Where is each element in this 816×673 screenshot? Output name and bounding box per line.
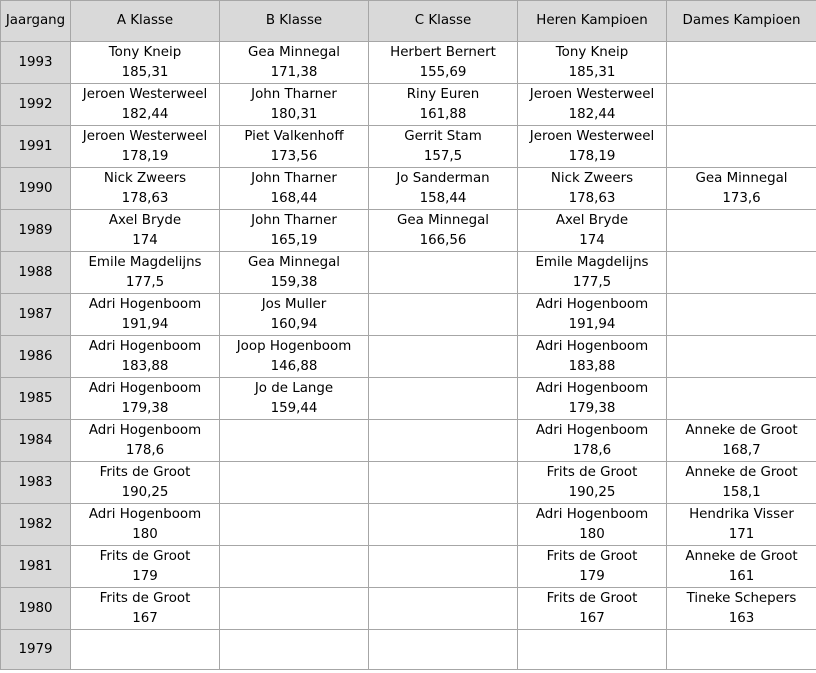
player-score: 179,38 xyxy=(121,400,169,416)
player-score: 178,19 xyxy=(568,148,616,164)
player-name: Emile Magdelijns xyxy=(535,254,649,270)
player-name: Anneke de Groot xyxy=(685,464,798,480)
dames-kampioen-cell xyxy=(667,546,816,588)
player-score: 183,88 xyxy=(121,358,169,374)
player-score: 190,25 xyxy=(568,484,616,500)
heren-kampioen-cell xyxy=(518,462,667,504)
table-row xyxy=(1,546,816,588)
c-klasse-cell xyxy=(369,42,518,84)
table-row xyxy=(1,462,816,504)
b-klasse-cell xyxy=(220,504,369,546)
dames-kampioen-cell xyxy=(667,588,816,630)
player-name: Gerrit Stam xyxy=(404,128,482,144)
a-klasse-cell xyxy=(71,42,220,84)
player-name: Tony Kneip xyxy=(108,44,182,60)
header-a-klasse: A Klasse xyxy=(71,1,220,42)
player-score: 158,44 xyxy=(419,190,467,206)
b-klasse-cell xyxy=(220,294,369,336)
player-name: Riny Euren xyxy=(406,86,480,102)
player-score: 182,44 xyxy=(568,106,616,122)
player-score: 179,38 xyxy=(568,400,616,416)
b-klasse-cell xyxy=(220,252,369,294)
heren-kampioen-cell xyxy=(518,210,667,252)
player-name: Adri Hogenboom xyxy=(535,380,649,396)
c-klasse-cell xyxy=(369,546,518,588)
heren-kampioen-cell xyxy=(518,168,667,210)
c-klasse-cell xyxy=(369,462,518,504)
player-name: Tineke Schepers xyxy=(686,590,797,606)
player-name: Jeroen Westerweel xyxy=(529,128,655,144)
dames-kampioen-cell xyxy=(667,504,816,546)
header-row xyxy=(1,1,816,42)
b-klasse-cell xyxy=(220,630,369,670)
player-score: 191,94 xyxy=(568,316,616,332)
a-klasse-cell xyxy=(71,546,220,588)
year-cell: 1990 xyxy=(1,168,71,210)
player-score: 171 xyxy=(728,526,755,542)
a-klasse-cell xyxy=(71,126,220,168)
header-heren-kampioen: Heren Kampioen xyxy=(518,1,667,42)
player-score: 177,5 xyxy=(125,274,165,290)
player-name: Frits de Groot xyxy=(99,464,191,480)
b-klasse-cell xyxy=(220,420,369,462)
dames-kampioen-cell xyxy=(667,168,816,210)
player-score: 180 xyxy=(579,526,605,542)
b-klasse-cell xyxy=(220,168,369,210)
player-score: 182,44 xyxy=(121,106,169,122)
player-score: 191,94 xyxy=(121,316,169,332)
player-score: 185,31 xyxy=(568,64,616,80)
heren-kampioen-cell xyxy=(518,42,667,84)
a-klasse-cell xyxy=(71,294,220,336)
player-score: 167 xyxy=(579,610,605,626)
player-name: Jo de Lange xyxy=(254,380,334,396)
player-score: 179 xyxy=(132,568,158,584)
heren-kampioen-cell xyxy=(518,336,667,378)
dames-kampioen-cell xyxy=(667,630,816,670)
year-cell: 1991 xyxy=(1,126,71,168)
heren-kampioen-cell xyxy=(518,84,667,126)
header-b-klasse: B Klasse xyxy=(220,1,369,42)
c-klasse-cell xyxy=(369,378,518,420)
player-name: Adri Hogenboom xyxy=(88,506,202,522)
c-klasse-cell xyxy=(369,588,518,630)
a-klasse-cell xyxy=(71,504,220,546)
header-c-klasse: C Klasse xyxy=(369,1,518,42)
player-name: Frits de Groot xyxy=(546,464,638,480)
player-name: Axel Bryde xyxy=(108,212,182,228)
year-cell: 1984 xyxy=(1,420,71,462)
player-name: Gea Minnegal xyxy=(248,254,340,270)
dames-kampioen-cell xyxy=(667,378,816,420)
dames-kampioen-cell xyxy=(667,336,816,378)
year-cell: 1980 xyxy=(1,588,71,630)
heren-kampioen-cell xyxy=(518,420,667,462)
table-row xyxy=(1,84,816,126)
player-score: 165,19 xyxy=(270,232,318,248)
year-cell: 1988 xyxy=(1,252,71,294)
player-name: Jeroen Westerweel xyxy=(529,86,655,102)
year-cell: 1985 xyxy=(1,378,71,420)
player-score: 161,88 xyxy=(419,106,467,122)
year-cell: 1979 xyxy=(1,630,71,670)
player-score: 185,31 xyxy=(121,64,169,80)
dames-kampioen-cell xyxy=(667,252,816,294)
player-score: 167 xyxy=(132,610,158,626)
player-score: 180 xyxy=(132,526,158,542)
player-score: 178,19 xyxy=(121,148,169,164)
dames-kampioen-cell xyxy=(667,210,816,252)
player-name: Joop Hogenboom xyxy=(236,338,352,354)
player-name: John Tharner xyxy=(251,86,337,102)
table-row xyxy=(1,210,816,252)
heren-kampioen-cell xyxy=(518,546,667,588)
table-row xyxy=(1,336,816,378)
a-klasse-cell xyxy=(71,168,220,210)
player-name: Jeroen Westerweel xyxy=(82,128,208,144)
c-klasse-cell xyxy=(369,126,518,168)
a-klasse-cell xyxy=(71,588,220,630)
player-score: 157,5 xyxy=(423,148,463,164)
year-cell: 1981 xyxy=(1,546,71,588)
year-cell: 1993 xyxy=(1,42,71,84)
c-klasse-cell xyxy=(369,630,518,670)
c-klasse-cell xyxy=(369,294,518,336)
player-name: Gea Minnegal xyxy=(248,44,340,60)
player-name: Emile Magdelijns xyxy=(88,254,202,270)
year-cell: 1989 xyxy=(1,210,71,252)
player-score: 166,56 xyxy=(419,232,467,248)
player-name: Anneke de Groot xyxy=(685,548,798,564)
player-name: Adri Hogenboom xyxy=(88,380,202,396)
player-score: 178,63 xyxy=(121,190,169,206)
player-name: Adri Hogenboom xyxy=(535,296,649,312)
player-score: 158,1 xyxy=(722,484,761,500)
b-klasse-cell xyxy=(220,126,369,168)
heren-kampioen-cell xyxy=(518,294,667,336)
player-name: Nick Zweers xyxy=(103,170,187,186)
header-jaargang: Jaargang xyxy=(1,1,71,42)
player-name: Adri Hogenboom xyxy=(535,338,649,354)
c-klasse-cell xyxy=(369,210,518,252)
player-name: Jeroen Westerweel xyxy=(82,86,208,102)
player-name: Herbert Bernert xyxy=(390,44,496,60)
table-row xyxy=(1,630,816,670)
c-klasse-cell xyxy=(369,504,518,546)
player-score: 173,56 xyxy=(270,148,318,164)
player-name: Jo Sanderman xyxy=(396,170,490,186)
dames-kampioen-cell xyxy=(667,294,816,336)
player-name: Adri Hogenboom xyxy=(88,296,202,312)
a-klasse-cell xyxy=(71,84,220,126)
player-score: 177,5 xyxy=(572,274,612,290)
b-klasse-cell xyxy=(220,210,369,252)
player-score: 171,38 xyxy=(270,64,318,80)
player-score: 190,25 xyxy=(121,484,169,500)
heren-kampioen-cell xyxy=(518,378,667,420)
c-klasse-cell xyxy=(369,168,518,210)
year-cell: 1992 xyxy=(1,84,71,126)
player-name: Axel Bryde xyxy=(555,212,629,228)
b-klasse-cell xyxy=(220,84,369,126)
table-row xyxy=(1,588,816,630)
player-name: Piet Valkenhoff xyxy=(244,128,344,144)
b-klasse-cell xyxy=(220,42,369,84)
player-score: 155,69 xyxy=(419,64,467,80)
player-score: 159,38 xyxy=(270,274,318,290)
player-score: 161 xyxy=(728,568,755,584)
player-name: Frits de Groot xyxy=(99,548,191,564)
year-cell: 1983 xyxy=(1,462,71,504)
b-klasse-cell xyxy=(220,462,369,504)
dames-kampioen-cell xyxy=(667,420,816,462)
player-score: 180,31 xyxy=(270,106,318,122)
player-score: 178,6 xyxy=(572,442,612,458)
c-klasse-cell xyxy=(369,336,518,378)
player-score: 168,7 xyxy=(722,442,761,458)
dames-kampioen-cell xyxy=(667,462,816,504)
player-score: 179 xyxy=(579,568,605,584)
table-row xyxy=(1,168,816,210)
player-score: 160,94 xyxy=(270,316,318,332)
a-klasse-cell xyxy=(71,252,220,294)
table-row xyxy=(1,504,816,546)
player-name: Adri Hogenboom xyxy=(88,422,202,438)
heren-kampioen-cell xyxy=(518,630,667,670)
b-klasse-cell xyxy=(220,588,369,630)
player-name: Adri Hogenboom xyxy=(535,506,649,522)
year-cell: 1986 xyxy=(1,336,71,378)
player-score: 183,88 xyxy=(568,358,616,374)
a-klasse-cell xyxy=(71,210,220,252)
table-row xyxy=(1,126,816,168)
player-score: 173,6 xyxy=(722,190,761,206)
header-dames-kampioen: Dames Kampioen xyxy=(667,1,816,42)
player-name: Tony Kneip xyxy=(555,44,629,60)
player-name: Frits de Groot xyxy=(99,590,191,606)
dames-kampioen-cell xyxy=(667,42,816,84)
player-score: 163 xyxy=(728,610,755,626)
c-klasse-cell xyxy=(369,252,518,294)
player-name: John Tharner xyxy=(251,212,337,228)
a-klasse-cell xyxy=(71,336,220,378)
b-klasse-cell xyxy=(220,546,369,588)
table-row xyxy=(1,42,816,84)
b-klasse-cell xyxy=(220,336,369,378)
player-name: Nick Zweers xyxy=(550,170,634,186)
player-score: 174 xyxy=(579,232,605,248)
year-cell: 1982 xyxy=(1,504,71,546)
player-name: Frits de Groot xyxy=(546,548,638,564)
a-klasse-cell xyxy=(71,420,220,462)
dames-kampioen-cell xyxy=(667,126,816,168)
table-row xyxy=(1,420,816,462)
player-name: Jos Muller xyxy=(261,296,327,312)
heren-kampioen-cell xyxy=(518,126,667,168)
player-name: John Tharner xyxy=(251,170,337,186)
heren-kampioen-cell xyxy=(518,252,667,294)
table-row xyxy=(1,294,816,336)
player-name: Hendrika Visser xyxy=(689,506,794,522)
player-name: Adri Hogenboom xyxy=(88,338,202,354)
table-row xyxy=(1,378,816,420)
player-score: 168,44 xyxy=(270,190,318,206)
heren-kampioen-cell xyxy=(518,504,667,546)
year-cell: 1987 xyxy=(1,294,71,336)
player-name: Gea Minnegal xyxy=(397,212,489,228)
heren-kampioen-cell xyxy=(518,588,667,630)
c-klasse-cell xyxy=(369,420,518,462)
table-row xyxy=(1,252,816,294)
player-score: 146,88 xyxy=(270,358,318,374)
player-name: Frits de Groot xyxy=(546,590,638,606)
a-klasse-cell xyxy=(71,630,220,670)
b-klasse-cell xyxy=(220,378,369,420)
player-name: Gea Minnegal xyxy=(695,170,788,186)
player-score: 178,6 xyxy=(125,442,165,458)
a-klasse-cell xyxy=(71,462,220,504)
a-klasse-cell xyxy=(71,378,220,420)
player-name: Adri Hogenboom xyxy=(535,422,649,438)
player-name: Anneke de Groot xyxy=(685,422,798,438)
player-score: 178,63 xyxy=(568,190,616,206)
c-klasse-cell xyxy=(369,84,518,126)
player-score: 174 xyxy=(132,232,158,248)
dames-kampioen-cell xyxy=(667,84,816,126)
player-score: 159,44 xyxy=(270,400,318,416)
